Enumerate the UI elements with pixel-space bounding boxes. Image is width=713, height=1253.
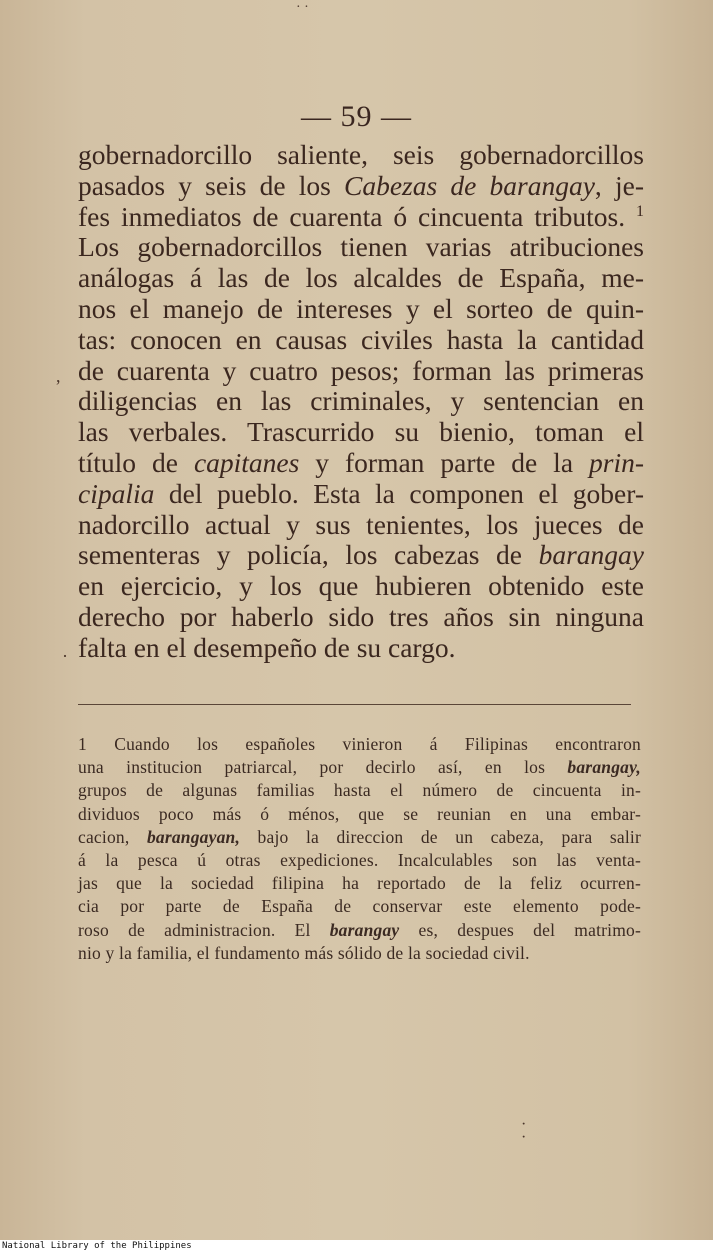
body-line: tas: conocen en causas civiles hasta la cantidad [78, 323, 644, 355]
footnote-line: nio y la familia, el fundamento más sólido de la sociedad civil. [78, 942, 530, 963]
footnote-line: una institucion patriarcal, por decirlo así, en los barangay, [78, 757, 641, 778]
body-line: gobernadorcillo saliente, seis gobernadorcillos [78, 139, 644, 170]
page-speck: · · [521, 1116, 527, 1146]
footnote-line: 1 Cuando los españoles vinieron á Filipinas encontraron [78, 734, 641, 754]
body-line: derecho por haberlo sido tres años sin ninguna [78, 600, 644, 632]
page-number: — 59 — [301, 100, 412, 133]
footnote [78, 733, 641, 965]
body-line: nos el manejo de intereses y el sorteo de quin- [78, 292, 644, 324]
library-watermark: National Library of the Philippines [0, 1240, 713, 1253]
body-line: diligencias en las criminales, y sentencian en [78, 385, 644, 417]
footnote-line: cia por parte de España de conservar este elemento pode- [78, 896, 641, 917]
body-line: en ejercicio, y los que hubieren obtenido este [78, 570, 644, 602]
body-line: fes inmediatos de cuarenta ó cincuenta tributos. $^1$ [78, 200, 645, 232]
footnote-line: á la pesca ú otras expediciones. Incalculables son las venta- [78, 850, 641, 871]
body-line: pasados y seis de los Cabezas de barangay, je- [78, 169, 644, 201]
body-line: las verbales. Trascurrido su bienio, toman el [78, 416, 644, 448]
body-text [78, 140, 644, 664]
page-speck: · · [296, 0, 309, 15]
body-line: de cuarenta y cuatro pesos; forman las primeras [78, 354, 644, 386]
body-line: nadorcillo actual y sus tenientes, los jueces de [78, 508, 644, 540]
body-line: Los gobernadorcillos tienen varias atribuciones [78, 231, 644, 263]
footnote-line: roso de administracion. El barangay es, despues del matrimo- [78, 919, 642, 940]
body-line: título de capitanes y forman parte de la prin- [78, 446, 644, 478]
footnote-divider [78, 704, 631, 705]
footnote-line: jas que la sociedad filipina ha reportado de la feliz ocurren- [78, 873, 641, 894]
body-line: falta en el desempeño de su cargo. [78, 631, 456, 663]
footnote-line: grupos de algunas familias hasta el número de cincuenta in- [78, 780, 641, 801]
footnote-line: cacion, barangayan, bajo la direccion de un cabeza, para salir [78, 826, 642, 847]
footnote-line: dividuos poco más ó ménos, que se reunian en una embar- [78, 803, 641, 824]
margin-mark: · [62, 646, 68, 666]
body-line: análogas á las de los alcaldes de España, me- [78, 262, 644, 294]
body-line: sementeras y policía, los cabezas de barangay [78, 539, 644, 571]
footnote-reference: 1 [636, 202, 645, 220]
body-line: cipalia del pueblo. Esta la componen el gober- [78, 477, 644, 509]
margin-mark: , [56, 366, 61, 386]
